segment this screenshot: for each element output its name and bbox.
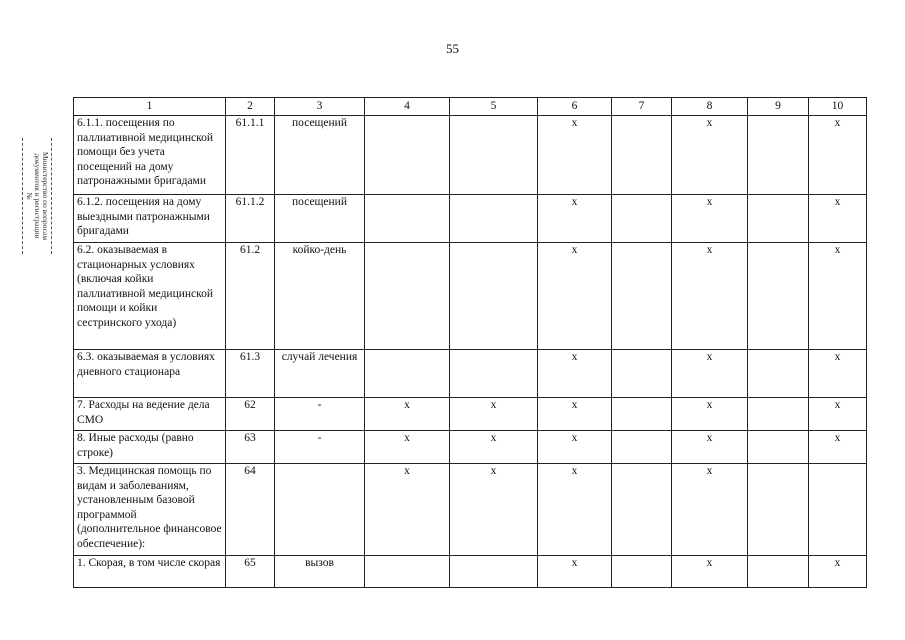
- row-unit: -: [275, 398, 365, 431]
- table-row: [74, 556, 867, 588]
- cell-col10: х: [809, 556, 867, 588]
- row-name: 3. Медицинская помощь по видам и заболеваниям, установленным базовой программой (дополнительное финансовое обеспечение):: [74, 464, 226, 556]
- cell-col9: [748, 556, 809, 588]
- table-row: [74, 243, 867, 350]
- cell-col6: х: [538, 464, 612, 556]
- cell-col4: [365, 556, 450, 588]
- cell-col8: х: [672, 556, 748, 588]
- stamp-line: документов и регистрации: [33, 153, 42, 239]
- cell-col8: х: [672, 243, 748, 350]
- cell-col5: [450, 350, 538, 398]
- cell-col5: х: [450, 398, 538, 431]
- cell-col6: х: [538, 243, 612, 350]
- cell-col7: [612, 464, 672, 556]
- cell-col9: [748, 116, 809, 195]
- stamp-text: [25, 138, 49, 254]
- cell-col5: х: [450, 464, 538, 556]
- cell-col9: [748, 243, 809, 350]
- cell-col8: х: [672, 116, 748, 195]
- row-name: 7. Расходы на ведение дела СМО: [74, 398, 226, 431]
- page-number: 55: [446, 41, 459, 56]
- table-header-row: [74, 98, 867, 116]
- cell-col6: х: [538, 398, 612, 431]
- cell-col7: [612, 431, 672, 464]
- column-header: 7: [612, 98, 672, 116]
- row-name: 6.1.2. посещения на дому выездными патронажными бригадами: [74, 195, 226, 243]
- cell-col9: [748, 431, 809, 464]
- row-unit: вызов: [275, 556, 365, 588]
- row-unit: посещений: [275, 195, 365, 243]
- cell-col5: [450, 556, 538, 588]
- cell-col10: х: [809, 398, 867, 431]
- cell-col4: [365, 243, 450, 350]
- cell-col9: [748, 195, 809, 243]
- cell-col10: х: [809, 350, 867, 398]
- cell-col6: х: [538, 195, 612, 243]
- report-table: [73, 97, 867, 588]
- row-code: 63: [226, 431, 275, 464]
- cell-col10: х: [809, 195, 867, 243]
- cell-col8: х: [672, 464, 748, 556]
- stamp-line: №: [25, 192, 34, 200]
- row-code: 65: [226, 556, 275, 588]
- cell-col6: х: [538, 116, 612, 195]
- column-header: 5: [450, 98, 538, 116]
- cell-col5: [450, 243, 538, 350]
- cell-col10: х: [809, 243, 867, 350]
- cell-col8: х: [672, 431, 748, 464]
- cell-col6: х: [538, 431, 612, 464]
- row-unit: -: [275, 431, 365, 464]
- column-header: 8: [672, 98, 748, 116]
- cell-col8: х: [672, 350, 748, 398]
- row-unit: койко-день: [275, 243, 365, 350]
- cell-col4: [365, 350, 450, 398]
- cell-col10: х: [809, 116, 867, 195]
- cell-col9: [748, 464, 809, 556]
- column-header: 2: [226, 98, 275, 116]
- cell-col7: [612, 243, 672, 350]
- cell-col10: х: [809, 431, 867, 464]
- table-row: [74, 464, 867, 556]
- cell-col6: х: [538, 350, 612, 398]
- cell-col5: [450, 195, 538, 243]
- row-code: 61.1.1: [226, 116, 275, 195]
- cell-col8: х: [672, 195, 748, 243]
- column-header: 3: [275, 98, 365, 116]
- table-row: [74, 195, 867, 243]
- row-name: 1. Скорая, в том числе скорая: [74, 556, 226, 588]
- cell-col5: [450, 116, 538, 195]
- table-row: [74, 431, 867, 464]
- column-header: 4: [365, 98, 450, 116]
- cell-col8: х: [672, 398, 748, 431]
- row-name: 8. Иные расходы (равно строке): [74, 431, 226, 464]
- table-row: [74, 350, 867, 398]
- cell-col9: [748, 350, 809, 398]
- row-name: 6.3. оказываемая в условиях дневного стационара: [74, 350, 226, 398]
- row-unit: [275, 464, 365, 556]
- cell-col5: х: [450, 431, 538, 464]
- row-code: 61.2: [226, 243, 275, 350]
- row-code: 61.3: [226, 350, 275, 398]
- cell-col10: [809, 464, 867, 556]
- row-unit: посещений: [275, 116, 365, 195]
- cell-col7: [612, 195, 672, 243]
- cell-col7: [612, 398, 672, 431]
- row-code: 61.1.2: [226, 195, 275, 243]
- row-code: 64: [226, 464, 275, 556]
- row-code: 62: [226, 398, 275, 431]
- stamp-line: Министерство по вопросам: [41, 151, 50, 241]
- cell-col4: [365, 116, 450, 195]
- registration-stamp: [22, 138, 52, 254]
- cell-col7: [612, 350, 672, 398]
- cell-col4: [365, 195, 450, 243]
- cell-col4: х: [365, 431, 450, 464]
- cell-col7: [612, 116, 672, 195]
- cell-col7: [612, 556, 672, 588]
- cell-col4: х: [365, 464, 450, 556]
- table-row: [74, 398, 867, 431]
- row-name: 6.1.1. посещения по паллиативной медицинской помощи без учета посещений на дому патронажными бригадами: [74, 116, 226, 195]
- column-header: 10: [809, 98, 867, 116]
- cell-col4: х: [365, 398, 450, 431]
- column-header: 1: [74, 98, 226, 116]
- cell-col9: [748, 398, 809, 431]
- row-name: 6.2. оказываемая в стационарных условиях (включая койки паллиативной медицинской помощи и койки сестринского ухода): [74, 243, 226, 350]
- column-header: 6: [538, 98, 612, 116]
- row-unit: случай лечения: [275, 350, 365, 398]
- table-row: [74, 116, 867, 195]
- cell-col6: х: [538, 556, 612, 588]
- column-header: 9: [748, 98, 809, 116]
